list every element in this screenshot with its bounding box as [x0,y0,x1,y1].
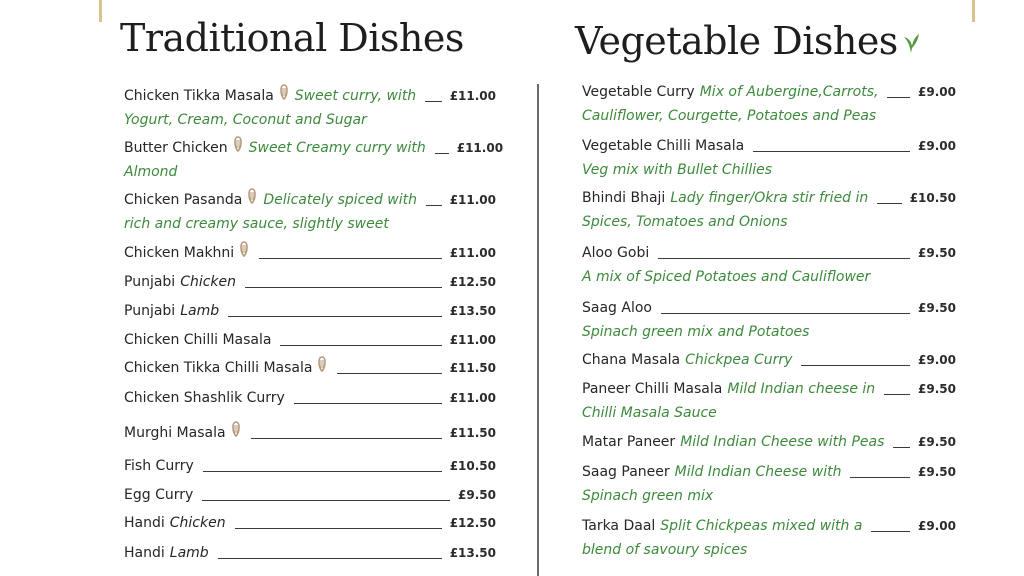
dish-description: Mild Indian Cheese with Peas [680,434,885,450]
menu-item-line [582,377,956,401]
dish-price: £10.50 [449,459,496,473]
menu-item [582,430,956,454]
dish-name: Vegetable Chilli Masala [582,138,745,154]
dish-price: £13.50 [449,304,496,318]
dish-price: £9.50 [918,382,956,396]
leader-line [893,447,910,448]
dish-description: Lady finger/Okra stir fried in [670,190,869,206]
dish-name: Murghi Masala [124,425,226,441]
dish-description: Sweet Creamy curry with [248,140,426,156]
dish-price: £11.00 [449,89,496,103]
menu-item-line [582,430,956,454]
menu-item [582,296,956,344]
chili-icon [278,84,290,108]
menu-item-line [582,296,956,320]
dish-price: £9.00 [918,353,956,367]
menu-item-line [124,356,496,380]
menu-item-line [124,328,496,352]
menu-item [124,386,496,410]
chili-icon [246,188,258,212]
vegetable-dishes-heading: Vegetable Dishes [575,19,920,63]
traditional-dishes-heading: Traditional Dishes [120,16,464,60]
dish-name: Handi [124,545,165,561]
menu-item-line [124,241,496,265]
menu-item-line [582,80,956,104]
menu-item [582,460,956,508]
dish-description-continued: Chilli Masala Sauce [582,405,717,421]
leader-line [202,500,450,501]
menu-item [124,188,496,236]
dish-name: Chicken Chilli Masala [124,332,272,348]
menu-item [582,377,956,425]
dish-description-continued: rich and creamy sauce, slightly sweet [124,216,389,232]
menu-item-line [582,134,956,158]
dish-description: Delicately spiced with [263,192,417,208]
leader-line [887,97,910,98]
dish-price: £10.50 [909,191,956,205]
leaf-icon [902,19,920,63]
dish-price: £9.50 [918,465,956,479]
menu-item-line [124,511,496,535]
menu-item [582,348,956,372]
chili-icon [230,421,242,445]
dish-name: Chicken Pasanda [124,192,243,208]
menu-item [124,136,504,184]
chili-icon [316,356,328,380]
leader-line [801,365,910,366]
dish-price: £9.50 [458,488,496,502]
menu-item [124,270,496,294]
menu-item [124,299,496,323]
dish-price: £9.50 [918,435,956,449]
dish-name: Punjabi [124,303,176,319]
menu-item-line [124,541,496,565]
dish-price: £9.50 [918,246,956,260]
dish-name: Saag Aloo [582,300,652,316]
dish-price: £12.50 [449,275,496,289]
leader-line [658,258,910,259]
leader-line [884,394,910,395]
leader-line [294,403,442,404]
dish-name: Butter Chicken [124,140,228,156]
dish-name: Chana Masala [582,352,681,368]
menu-item-line [124,421,496,445]
dish-description: Sweet curry, with [294,88,417,104]
leader-line [871,531,910,532]
menu-item-line [124,483,496,507]
dish-name: Vegetable Curry [582,84,695,100]
dish-description-continued: blend of savoury spices [582,542,748,558]
dish-price: £9.00 [918,139,956,153]
dish-price: £12.50 [449,516,496,530]
leader-line [251,438,442,439]
dish-price: £11.00 [449,193,496,207]
dish-name: Chicken Tikka Chilli Masala [124,360,313,376]
dish-description: Mix of Aubergine,Carrots, [699,84,879,100]
leader-line [753,151,910,152]
dish-description-continued: Cauliflower, Courgette, Potatoes and Peas [582,108,877,124]
menu-item-line [582,460,956,484]
dish-name: Fish Curry [124,458,194,474]
menu-item [124,356,496,380]
leader-line [228,316,442,317]
column-divider [537,84,539,576]
dish-price: £9.00 [918,519,956,533]
menu-item-line [582,514,956,538]
dish-name: Chicken Makhni [124,245,235,261]
dish-description: Mild Indian Cheese with [674,464,842,480]
leader-line [435,153,449,154]
dish-protein: Chicken [169,515,226,531]
leader-line [425,101,442,102]
menu-item-line [124,136,504,160]
menu-item [582,80,956,128]
leader-line [218,558,442,559]
dish-price: £11.50 [449,361,496,375]
leader-line [245,287,442,288]
menu-item [582,186,956,234]
dish-protein: Chicken [180,274,237,290]
dish-protein: Lamb [169,545,209,561]
dish-description-continued: Spinach green mix [582,488,714,504]
dish-price: £11.00 [449,391,496,405]
menu-item [582,514,956,562]
menu-item [124,511,496,535]
dish-description-continued: A mix of Spiced Potatoes and Cauliflower [582,269,871,285]
leader-line [850,477,910,478]
menu-item [124,84,496,132]
dish-description-continued: Spices, Tomatoes and Onions [582,214,788,230]
dish-name: Tarka Daal [582,518,656,534]
dish-description-continued: Almond [124,164,178,180]
menu-item-line [124,188,496,212]
leader-line [337,373,441,374]
menu-item [124,241,496,265]
chili-icon [232,136,244,160]
dish-price: £11.00 [456,141,504,155]
decorative-edge-right [972,0,975,22]
dish-description-continued: Yogurt, Cream, Coconut and Sugar [124,112,367,128]
dish-name: Bhindi Bhaji [582,190,666,206]
menu-item-line [124,299,496,323]
leader-line [203,471,442,472]
dish-description: Chickpea Curry [685,352,793,368]
menu-item-line [582,241,956,265]
dish-name: Egg Curry [124,487,194,503]
menu-item [124,328,496,352]
leader-line [426,205,442,206]
menu-item [124,421,496,445]
dish-description-continued: Veg mix with Bullet Chillies [582,162,773,178]
dish-name: Paneer Chilli Masala [582,381,723,397]
menu-item-line [124,84,496,108]
dish-name: Matar Paneer [582,434,676,450]
dish-name: Punjabi [124,274,176,290]
menu-item-line [124,270,496,294]
menu-item [582,241,956,289]
menu-item-line [582,186,956,210]
menu-item [124,483,496,507]
dish-description-continued: Spinach green mix and Potatoes [582,324,810,340]
decorative-edge-left [99,0,102,22]
leader-line [259,258,442,259]
dish-price: £11.00 [449,333,496,347]
menu-item-line [124,454,496,478]
dish-name: Handi [124,515,165,531]
dish-protein: Lamb [180,303,220,319]
dish-name: Saag Paneer [582,464,670,480]
menu-item-line [582,348,956,372]
dish-price: £11.50 [449,426,496,440]
dish-description: Mild Indian cheese in [727,381,876,397]
dish-description: Split Chickpeas mixed with a [660,518,863,534]
leader-line [661,313,910,314]
chili-icon [238,241,250,265]
dish-price: £9.50 [918,301,956,315]
leader-line [877,203,901,204]
leader-line [280,345,441,346]
menu-item-line [124,386,496,410]
dish-price: £13.50 [449,546,496,560]
menu-item [582,134,956,182]
dish-name: Aloo Gobi [582,245,650,261]
dish-name: Chicken Tikka Masala [124,88,274,104]
menu-item [124,541,496,565]
menu-item [124,454,496,478]
dish-price: £11.00 [449,246,496,260]
dish-price: £9.00 [918,85,956,99]
leader-line [235,528,442,529]
dish-name: Chicken Shashlik Curry [124,390,285,406]
